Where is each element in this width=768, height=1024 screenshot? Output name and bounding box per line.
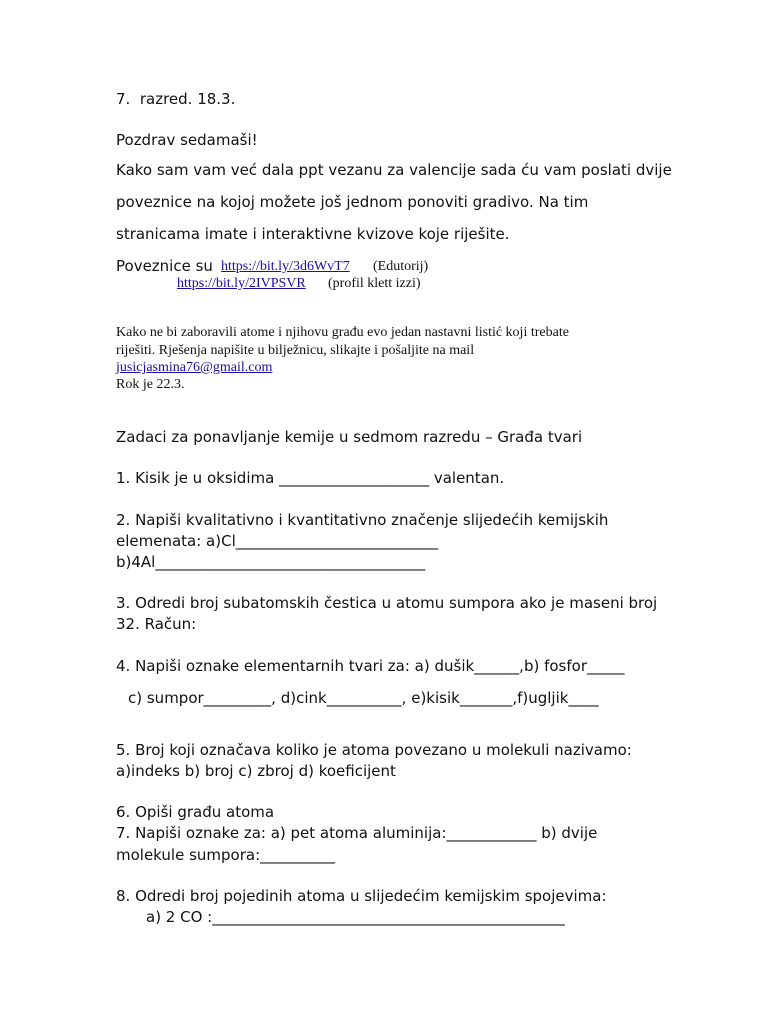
link-edutorij[interactable]: https://bit.ly/3d6WvT7 [221, 259, 350, 274]
intro-line-2: poveznice na kojoj možete još jednom ponoviti gradivo. Na tim [116, 193, 589, 211]
task-3-line-1: 3. Odredi broj subatomskih čestica u atomu sumpora ako je maseni broj [116, 594, 658, 612]
task-1: 1. Kisik je u oksidima ____________________ valentan. [116, 469, 505, 487]
greeting: Pozdrav sedamaši! [116, 131, 258, 149]
task-8-line-1: 8. Odredi broj pojedinih atoma u slijedećim kemijskim spojevima: [116, 887, 607, 905]
tasks-title: Zadaci za ponavljanje kemije u sedmom razredu – Građa tvari [116, 428, 583, 446]
intro-line-3: stranicama imate i interaktivne kvizove koje riješite. [116, 225, 510, 243]
task-3-line-2: 32. Račun: [116, 615, 197, 633]
intro-line-1: Kako sam vam već dala ppt vezanu za valencije sada ću vam poslati dvije [116, 161, 672, 179]
task-5-line-2: a)indeks b) broj c) zbroj d) koeficijent [116, 762, 396, 780]
link-edutorij-note: (Edutorij) [373, 259, 429, 274]
task-6: 6. Opiši građu atoma [116, 803, 275, 821]
task-8-line-2: a) 2 CO :_______________________________________________ [146, 908, 565, 926]
instructions-line-1: Kako ne bi zaboravili atome i njihovu građu evo jedan nastavni listić koji trebate [116, 325, 569, 340]
task-4-line-2: c) sumpor_________, d)cink__________, e)kisik_______,f)ugljik____ [128, 689, 599, 707]
email-link[interactable]: jusicjasmina76@gmail.com [116, 360, 273, 375]
link-klett-note: (profil klett izzi) [328, 276, 421, 291]
deadline: Rok je 22.3. [116, 377, 185, 392]
task-7-line-2: molekule sumpora:__________ [116, 846, 336, 864]
task-4-line-1: 4. Napiši oznake elementarnih tvari za: a) dušik______,b) fosfor_____ [116, 657, 625, 675]
links-label: Poveznice su [116, 257, 213, 275]
date-line: 7. razred. 18.3. [116, 90, 236, 108]
task-7-line-1: 7. Napiši oznake za: a) pet atoma aluminija:____________ b) dvije [116, 824, 598, 842]
task-2-line-1: 2. Napiši kvalitativno i kvantitativno značenje slijedećih kemijskih [116, 511, 609, 529]
task-5-line-1: 5. Broj koji označava koliko je atoma povezano u molekuli nazivamo: [116, 741, 632, 759]
task-2-line-3: b)4Al____________________________________ [116, 553, 426, 571]
link-klett[interactable]: https://bit.ly/2IVPSVR [177, 276, 306, 291]
task-2-line-2: elemenata: a)Cl___________________________ [116, 532, 439, 550]
instructions-line-2: riješiti. Rješenja napišite u bilježnicu, slikajte i pošaljite na mail [116, 343, 475, 358]
